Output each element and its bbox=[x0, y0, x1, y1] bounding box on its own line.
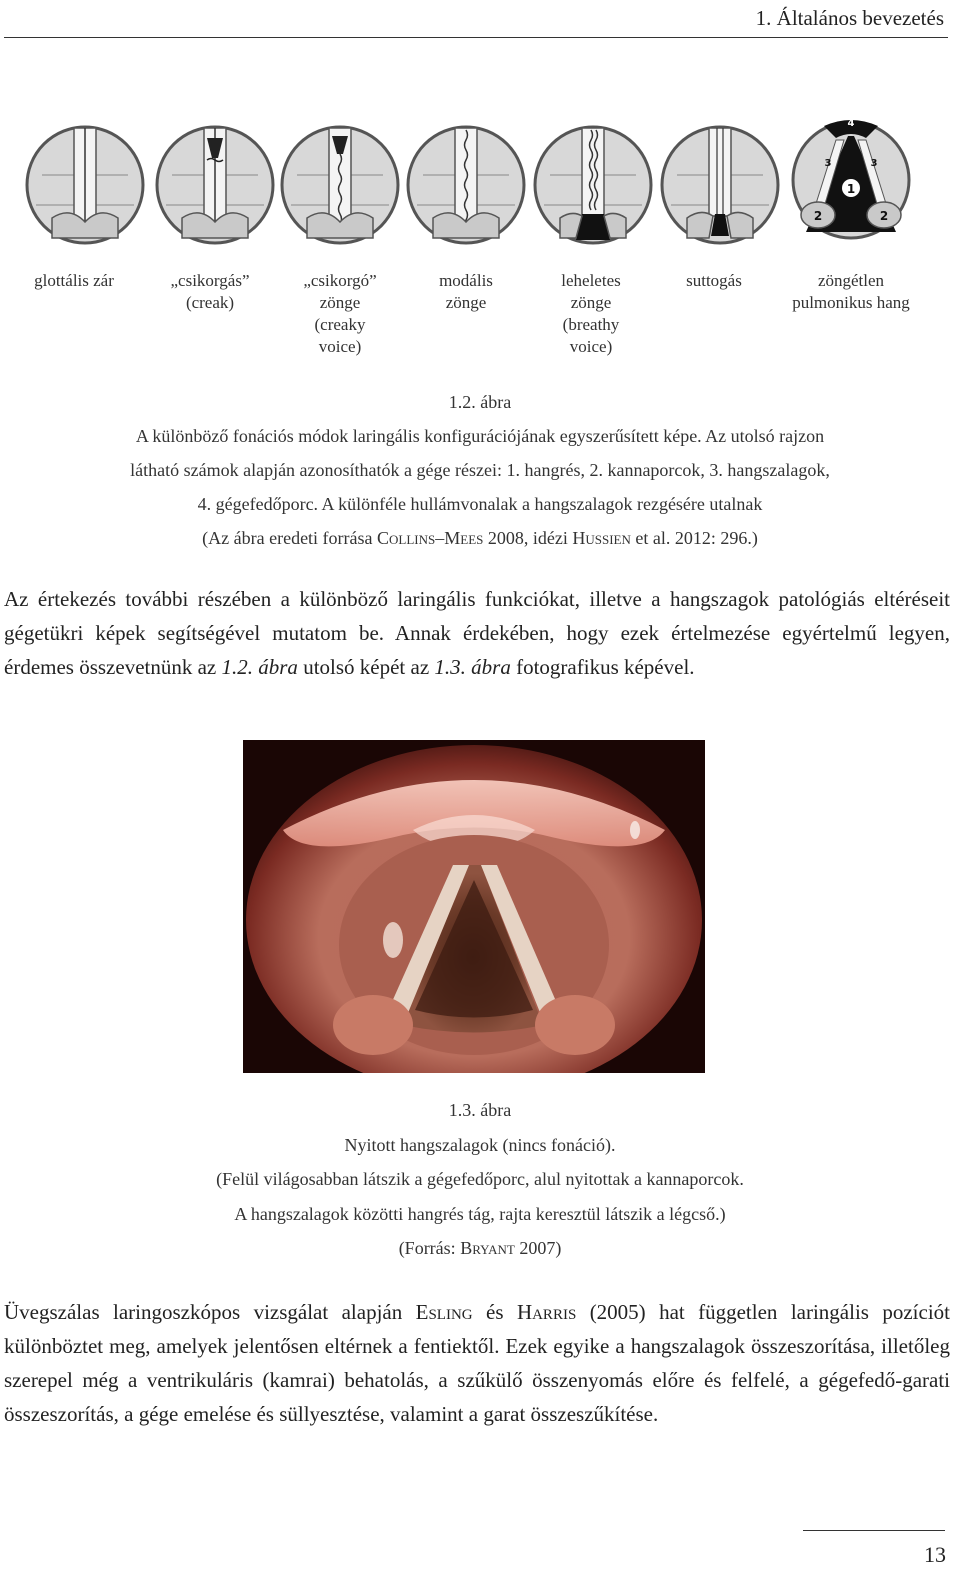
running-header bbox=[4, 0, 948, 38]
chapter-title: 1. Általános bevezetés bbox=[755, 6, 944, 30]
diagram-voiceless-pulmonic bbox=[788, 110, 914, 255]
caption-line: látható számok alapján azonosíthatók a gége részei: 1. hangrés, 2. kannaporcok, 3. hangszalagok, bbox=[130, 460, 830, 480]
label-voiceless-pulmonic: zöngétlen pulmonikus hang bbox=[792, 271, 910, 312]
footer-rule bbox=[803, 1530, 945, 1531]
author-name: Hussien bbox=[572, 528, 631, 548]
label-arytenoid-left-number: 2 bbox=[813, 209, 823, 223]
diagram-whisper bbox=[657, 110, 783, 255]
caption-source: (Forrás: Bryant 2007) bbox=[398, 1238, 562, 1258]
label-glottal-stop: glottális zár bbox=[34, 271, 114, 290]
larynx-photo bbox=[243, 740, 705, 1073]
caption-line: (Felül világosabban látszik a gégefedőporc, alul nyitottak a kannaporcok. bbox=[216, 1169, 744, 1189]
phonation-diagrams bbox=[0, 110, 960, 255]
author-name: Esling bbox=[415, 1300, 473, 1324]
author-name: Collins–Mees bbox=[377, 528, 484, 548]
label-epiglottis-number: 4 bbox=[847, 118, 855, 129]
caption-line: 4. gégefedőporc. A különféle hullámvonalak a hangszalagok rezgésére utalnak bbox=[197, 494, 763, 514]
label-modal-voice: modális zönge bbox=[439, 271, 493, 312]
figure-number: 1.3. ábra bbox=[448, 1100, 512, 1120]
label-breathy-voice: leheletes zönge (breathy voice) bbox=[561, 271, 621, 356]
caption-line: A hangszalagok közötti hangrés tág, rajta keresztül látszik a légcső.) bbox=[234, 1203, 726, 1224]
body-paragraph: Az értekezés további részében a különböző laringális funkciókat, illetve a hangszagok patológiás eltéréseit gégetükri képek segítségével mutatom be. Annak érdekében, hogy ezek értelmezése egyértelmű legyen, érdemes összevetnünk az 1.2. ábra utolsó képét az 1.3. ábra fotografikus képével. bbox=[4, 587, 950, 679]
caption-line: A különböző fonációs módok laringális konfigurációjának egyszerűsített képe. Az utolsó rajzon bbox=[135, 426, 825, 446]
label-cord-left-number: 3 bbox=[824, 158, 832, 169]
diagram-breathy-voice bbox=[530, 110, 656, 255]
label-glottis-number: 1 bbox=[846, 182, 856, 196]
body-paragraph: Üvegszálas laringoszkópos vizsgálat alapján Esling és Harris (2005) hat független laringális pozíciót különböztet meg, amelyek jelentősen eltérnek a fentiektől. Ezek egyike a hangszalagok összeszorítása, illetőleg szerepel még a ventrikuláris (kamrai) behatolás, a szűkülő összenyomás előre és felfelé, a gégefedő-garati összeszorítás, a gége emelése és süllyesztése, valamint a garat összeszűkítése. bbox=[4, 1300, 951, 1426]
figure-reference: 1.2. ábra bbox=[221, 655, 298, 679]
author-name: Bryant bbox=[460, 1238, 515, 1258]
figure-number: 1.2. ábra bbox=[448, 392, 512, 412]
diagram-glottal-stop bbox=[22, 110, 148, 255]
diagram-creaky-voice bbox=[277, 110, 403, 255]
caption-source: (Az ábra eredeti forrása Collins–Mees 2008, idézi Hussien et al. 2012: 296.) bbox=[202, 528, 758, 548]
label-arytenoid-right-number: 2 bbox=[879, 209, 889, 223]
diagram-creak bbox=[152, 110, 278, 255]
figure-1-3-caption bbox=[0, 1093, 960, 1266]
label-cord-right-number: 3 bbox=[870, 158, 878, 169]
label-creaky-voice: „csikorgó” zönge (creaky voice) bbox=[303, 271, 377, 356]
author-name: Harris bbox=[516, 1300, 577, 1324]
figure-1-2-caption bbox=[0, 385, 960, 555]
label-creak: „csikorgás” (creak) bbox=[170, 271, 250, 312]
label-whisper: suttogás bbox=[686, 271, 742, 290]
caption-line: Nyitott hangszalagok (nincs fonáció). bbox=[344, 1134, 616, 1155]
page-number: 13 bbox=[924, 1542, 946, 1567]
figure-reference: 1.3. ábra bbox=[434, 655, 511, 679]
diagram-modal-voice bbox=[403, 110, 529, 255]
